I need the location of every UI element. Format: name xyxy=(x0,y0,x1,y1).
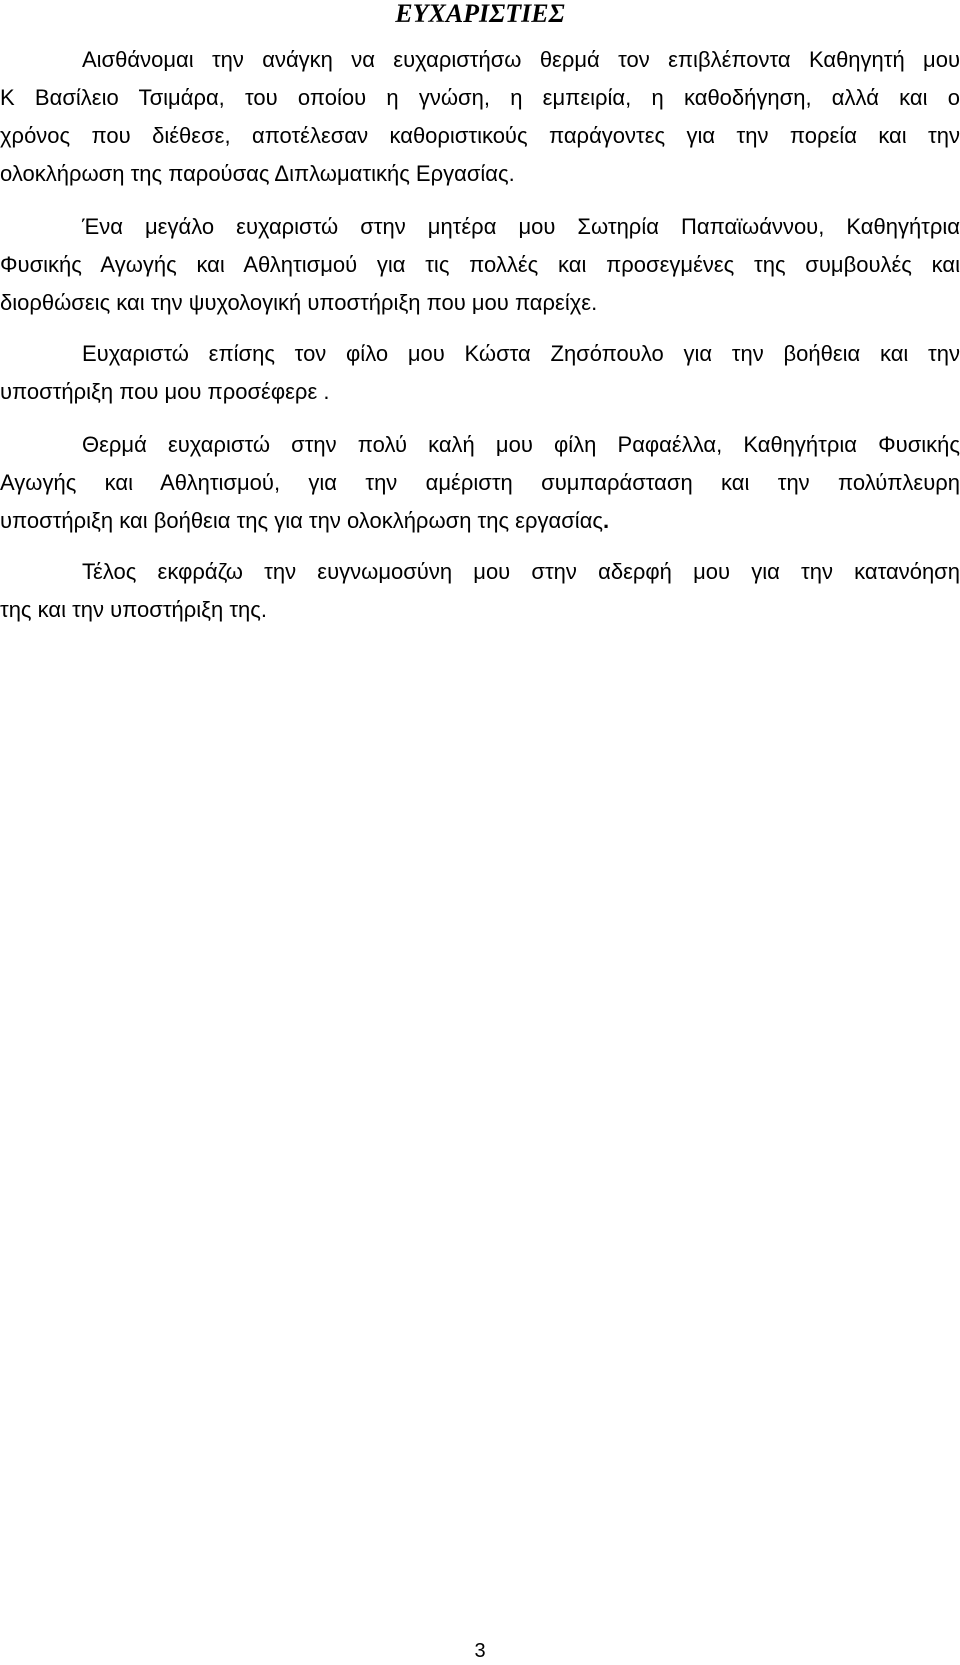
text-line: ολοκλήρωση της παρούσας Διπλωματικής Εργασίας. xyxy=(0,161,515,186)
final-period: . xyxy=(603,508,610,533)
paragraph-sister xyxy=(0,553,960,629)
paragraph-rafaella xyxy=(0,426,960,540)
paragraph-friend xyxy=(0,335,960,411)
text-line: Ένα μεγάλο ευχαριστώ στην μητέρα μου Σωτηρία Παπαϊωάννου, Καθηγήτρια xyxy=(82,214,960,239)
page-title: ΕΥΧΑΡΙΣΤΙΕΣ xyxy=(395,0,565,28)
page-number: 3 xyxy=(474,1640,486,1662)
paragraph-mother xyxy=(0,208,960,322)
text-line: Θερμά ευχαριστώ στην πολύ καλή μου φίλη Ραφαέλλα, Καθηγήτρια Φυσικής xyxy=(82,432,960,457)
text-line: Ευχαριστώ επίσης τον φίλο μου Κώστα Ζησόπουλο για την βοήθεια και την xyxy=(82,341,960,366)
text-line: Αισθάνομαι την ανάγκη να ευχαριστήσω θερμά τον επιβλέποντα Καθηγητή μου xyxy=(82,47,960,72)
text-line: Φυσικής Αγωγής και Αθλητισμού για τις πολλές και προσεγμένες της συμβουλές και xyxy=(0,252,960,277)
text-line: Κ Βασίλειο Τσιμάρα, του οποίου η γνώση, η εμπειρία, η καθοδήγηση, αλλά και ο xyxy=(0,85,960,110)
paragraph-supervisor xyxy=(0,41,960,193)
text-line: χρόνος που διέθεσε, αποτέλεσαν καθοριστικούς παράγοντες για την πορεία και την xyxy=(0,123,960,148)
acknowledgements-body xyxy=(0,41,960,629)
text-line: Τέλος εκφράζω την ευγνωμοσύνη μου στην αδερφή μου για την κατανόηση xyxy=(82,559,960,584)
text-line-with-mark xyxy=(0,502,960,540)
text-line: διορθώσεις και την ψυχολογική υποστήριξη που μου παρείχε. xyxy=(0,290,598,315)
text-line: υποστήριξη που μου προσέφερε . xyxy=(0,379,330,404)
text-line: υποστήριξη και βοήθεια της για την ολοκλήρωση της εργασίας xyxy=(0,508,604,533)
text-line: Αγωγής και Αθλητισμού, για την αμέριστη συμπαράσταση και την πολύπλευρη xyxy=(0,470,960,495)
text-line: της και την υποστήριξη της. xyxy=(0,597,268,622)
